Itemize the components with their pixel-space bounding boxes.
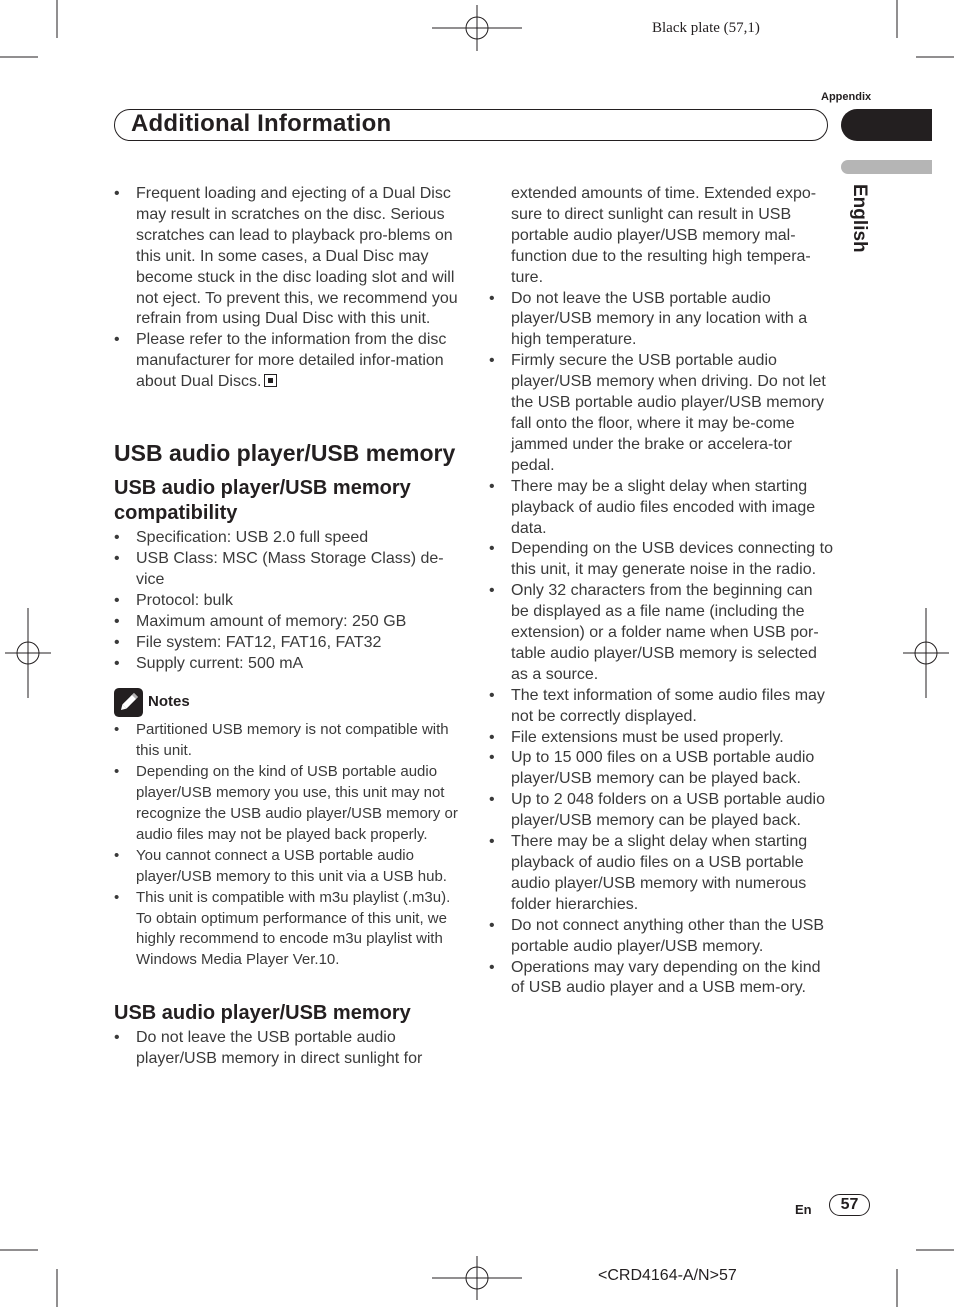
list-item: • Depending on the USB devices connecting to this unit, it may generate noise in the radio. [489,539,834,581]
list-item: • Firmly secure the USB portable audio player/USB memory when driving. Do not let the USB portable audio player/USB memory fall onto the floor, where it may be-come jammed under the brake or accelera-tor pedal. [489,351,834,476]
list-item: • Frequent loading and ejecting of a Dual Disc may result in scratches on the disc. Serious scratches can lead to playback pro-blems on this unit. In some cases, a Dual Disc may become stuck in the disc loading slot and will not eject. To prevent this, we recommend you refrain from using Dual Disc with this unit. [114,184,460,330]
list-item: • Protocol: bulk [114,591,460,612]
crosshair-registration-icon [5,608,51,698]
notes-list [114,720,460,971]
list-item: • Up to 2 048 folders on a USB portable audio player/USB memory can be played back. [489,790,834,832]
crosshair-registration-icon [432,5,522,51]
list-item: • There may be a slight delay when starting playback of audio files on a USB portable audio player/USB memory with numerous folder hierarchies. [489,832,834,916]
usb-heading: USB audio player/USB memory [114,1002,411,1025]
precautions-list [489,289,834,1000]
list-item: • File extensions must be used properly. [489,728,834,749]
right-column [489,184,834,999]
list-item: • Please refer to the information from the disc manufacturer for more detailed infor-mation about Dual Discs. [114,330,460,393]
intro-list [114,184,460,393]
chapter-tab [841,109,932,141]
plate-label: Black plate (57,1) [652,20,760,36]
usb-list [114,1028,460,1070]
list-item: • Only 32 characters from the beginning can be displayed as a file name (including the extension) or a folder name when USB por-table audio player/USB memory is selected as a source. [489,581,834,686]
list-item: • USB Class: MSC (Mass Storage Class) de-vice [114,549,460,591]
crosshair-registration-icon [903,608,949,698]
list-item: • Up to 15 000 files on a USB portable audio player/USB memory can be played back. [489,748,834,790]
list-item: • Do not leave the USB portable audio player/USB memory in any location with a high temperature. [489,289,834,352]
list-item: • Maximum amount of memory: 250 GB [114,612,460,633]
list-item: • Specification: USB 2.0 full speed [114,528,460,549]
list-item: • The text information of some audio files may not be correctly displayed. [489,686,834,728]
continued-text: extended amounts of time. Extended expo-sure to direct sunlight can result in USB portable audio player/USB memory mal-function due to the resulting high tempera-ture. [511,185,817,286]
section-heading: USB audio player/USB memory [114,440,456,467]
page-number: 57 [829,1194,870,1216]
end-mark-icon [264,374,277,387]
list-item: • This unit is compatible with m3u playlist (.m3u). To obtain optimum performance of this unit, we highly recommend to encode m3u playlist with Windows Media Player Ver.10. [114,888,460,972]
compatibility-list [114,528,460,674]
list-item: • Supply current: 500 mA [114,654,460,675]
language-code: En [795,1202,812,1217]
document-code: <CRD4164-A/N>57 [598,1267,737,1284]
list-item: • Do not connect anything other than the USB portable audio player/USB memory. [489,916,834,958]
compatibility-heading: USB audio player/USB memory compatibility [114,477,411,525]
page-title: Additional Information [131,110,392,137]
language-tab: English [849,184,870,253]
list-item: • Operations may vary depending on the kind of USB audio player and a USB mem-ory. [489,958,834,1000]
crosshair-registration-icon [432,1256,522,1300]
notes-title: Notes [148,693,190,711]
left-column [114,184,460,1070]
notes-header [114,688,460,717]
list-item: • Do not leave the USB portable audio player/USB memory in direct sunlight for [114,1028,460,1070]
list-item: • You cannot connect a USB portable audio player/USB memory to this unit via a USB hub. [114,846,460,888]
pencil-notes-icon [114,688,143,717]
list-item: • There may be a slight delay when starting playback of audio files encoded with image data. [489,477,834,540]
language-tab-marker [841,160,932,174]
list-item: • Depending on the kind of USB portable audio player/USB memory you use, this unit may not recognize the USB audio player/USB memory or audio files may not be played back properly. [114,762,460,846]
list-item: • File system: FAT12, FAT16, FAT32 [114,633,460,654]
list-item: • Partitioned USB memory is not compatible with this unit. [114,720,460,762]
section-label: Appendix [821,91,872,103]
